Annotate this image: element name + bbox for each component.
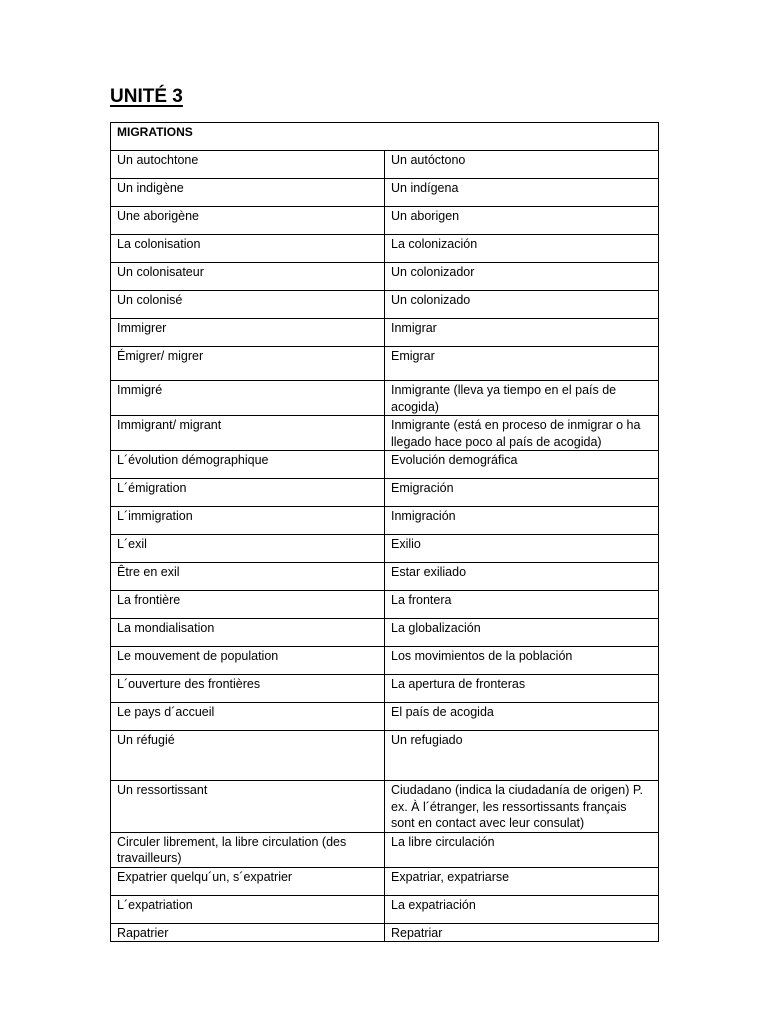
table-row xyxy=(111,235,659,263)
table-row xyxy=(111,647,659,675)
french-term: Expatrier quelqu´un, s´expatrier xyxy=(111,867,385,895)
french-term: Le pays d´accueil xyxy=(111,703,385,731)
table-row xyxy=(111,591,659,619)
section-header: MIGRATIONS xyxy=(111,123,659,151)
spanish-translation: Un aborigen xyxy=(385,207,659,235)
table-row xyxy=(111,347,659,381)
french-term: Le mouvement de population xyxy=(111,647,385,675)
french-term: Être en exil xyxy=(111,563,385,591)
table-row xyxy=(111,319,659,347)
french-term: La frontière xyxy=(111,591,385,619)
vocabulary-table xyxy=(110,122,659,942)
french-term: L´évolution démographique xyxy=(111,451,385,479)
spanish-translation: Los movimientos de la población xyxy=(385,647,659,675)
table-row xyxy=(111,563,659,591)
table-row xyxy=(111,781,659,833)
french-term: La colonisation xyxy=(111,235,385,263)
french-term: Émigrer/ migrer xyxy=(111,347,385,381)
french-term: Un indigène xyxy=(111,179,385,207)
table-row xyxy=(111,416,659,451)
french-term: Un réfugié xyxy=(111,731,385,781)
spanish-translation: Un indígena xyxy=(385,179,659,207)
french-term: L´ouverture des frontières xyxy=(111,675,385,703)
spanish-translation: Un autóctono xyxy=(385,151,659,179)
spanish-translation: Inmigrante (lleva ya tiempo en el país de acogida) xyxy=(385,381,659,416)
french-term: L´émigration xyxy=(111,479,385,507)
table-row xyxy=(111,923,659,942)
spanish-translation: Repatriar xyxy=(385,923,659,942)
table-row xyxy=(111,535,659,563)
table-row xyxy=(111,703,659,731)
french-term: Immigrer xyxy=(111,319,385,347)
spanish-translation: La frontera xyxy=(385,591,659,619)
french-term: L´expatriation xyxy=(111,895,385,923)
french-term: Immigrant/ migrant xyxy=(111,416,385,451)
table-row xyxy=(111,507,659,535)
table-row xyxy=(111,263,659,291)
french-term: Un colonisateur xyxy=(111,263,385,291)
french-term: Une aborigène xyxy=(111,207,385,235)
french-term: Un autochtone xyxy=(111,151,385,179)
spanish-translation: Un refugiado xyxy=(385,731,659,781)
french-term: Immigré xyxy=(111,381,385,416)
table-row xyxy=(111,619,659,647)
table-row xyxy=(111,867,659,895)
french-term: Un colonisé xyxy=(111,291,385,319)
table-row xyxy=(111,291,659,319)
table-row xyxy=(111,207,659,235)
spanish-translation: El país de acogida xyxy=(385,703,659,731)
table-row xyxy=(111,381,659,416)
spanish-translation: Ciudadano (indica la ciudadanía de origen) P. ex. À l´étranger, les ressortissants français sont en contact avec leur consulat) xyxy=(385,781,659,833)
spanish-translation: Exilio xyxy=(385,535,659,563)
french-term: L´exil xyxy=(111,535,385,563)
french-term: Rapatrier xyxy=(111,923,385,942)
spanish-translation: Expatriar, expatriarse xyxy=(385,867,659,895)
spanish-translation: La apertura de fronteras xyxy=(385,675,659,703)
spanish-translation: Inmigración xyxy=(385,507,659,535)
spanish-translation: La globalización xyxy=(385,619,659,647)
spanish-translation: La colonización xyxy=(385,235,659,263)
french-term: Un ressortissant xyxy=(111,781,385,833)
table-row xyxy=(111,179,659,207)
french-term: La mondialisation xyxy=(111,619,385,647)
spanish-translation: Emigrar xyxy=(385,347,659,381)
table-row xyxy=(111,731,659,781)
section-header-row xyxy=(111,123,659,151)
table-row xyxy=(111,151,659,179)
table-row xyxy=(111,451,659,479)
spanish-translation: Emigración xyxy=(385,479,659,507)
table-row xyxy=(111,479,659,507)
spanish-translation: Inmigrante (está en proceso de inmigrar o ha llegado hace poco al país de acogida) xyxy=(385,416,659,451)
spanish-translation: Un colonizado xyxy=(385,291,659,319)
vocabulary-table-body xyxy=(111,123,659,942)
french-term: L´immigration xyxy=(111,507,385,535)
table-row xyxy=(111,675,659,703)
table-row xyxy=(111,895,659,923)
french-term: Circuler librement, la libre circulation (des travailleurs) xyxy=(111,832,385,867)
table-row xyxy=(111,832,659,867)
spanish-translation: Evolución demográfica xyxy=(385,451,659,479)
spanish-translation: Estar exiliado xyxy=(385,563,659,591)
page-title: UNITÉ 3 xyxy=(110,86,183,107)
spanish-translation: La libre circulación xyxy=(385,832,659,867)
spanish-translation: Un colonizador xyxy=(385,263,659,291)
spanish-translation: La expatriación xyxy=(385,895,659,923)
spanish-translation: Inmigrar xyxy=(385,319,659,347)
